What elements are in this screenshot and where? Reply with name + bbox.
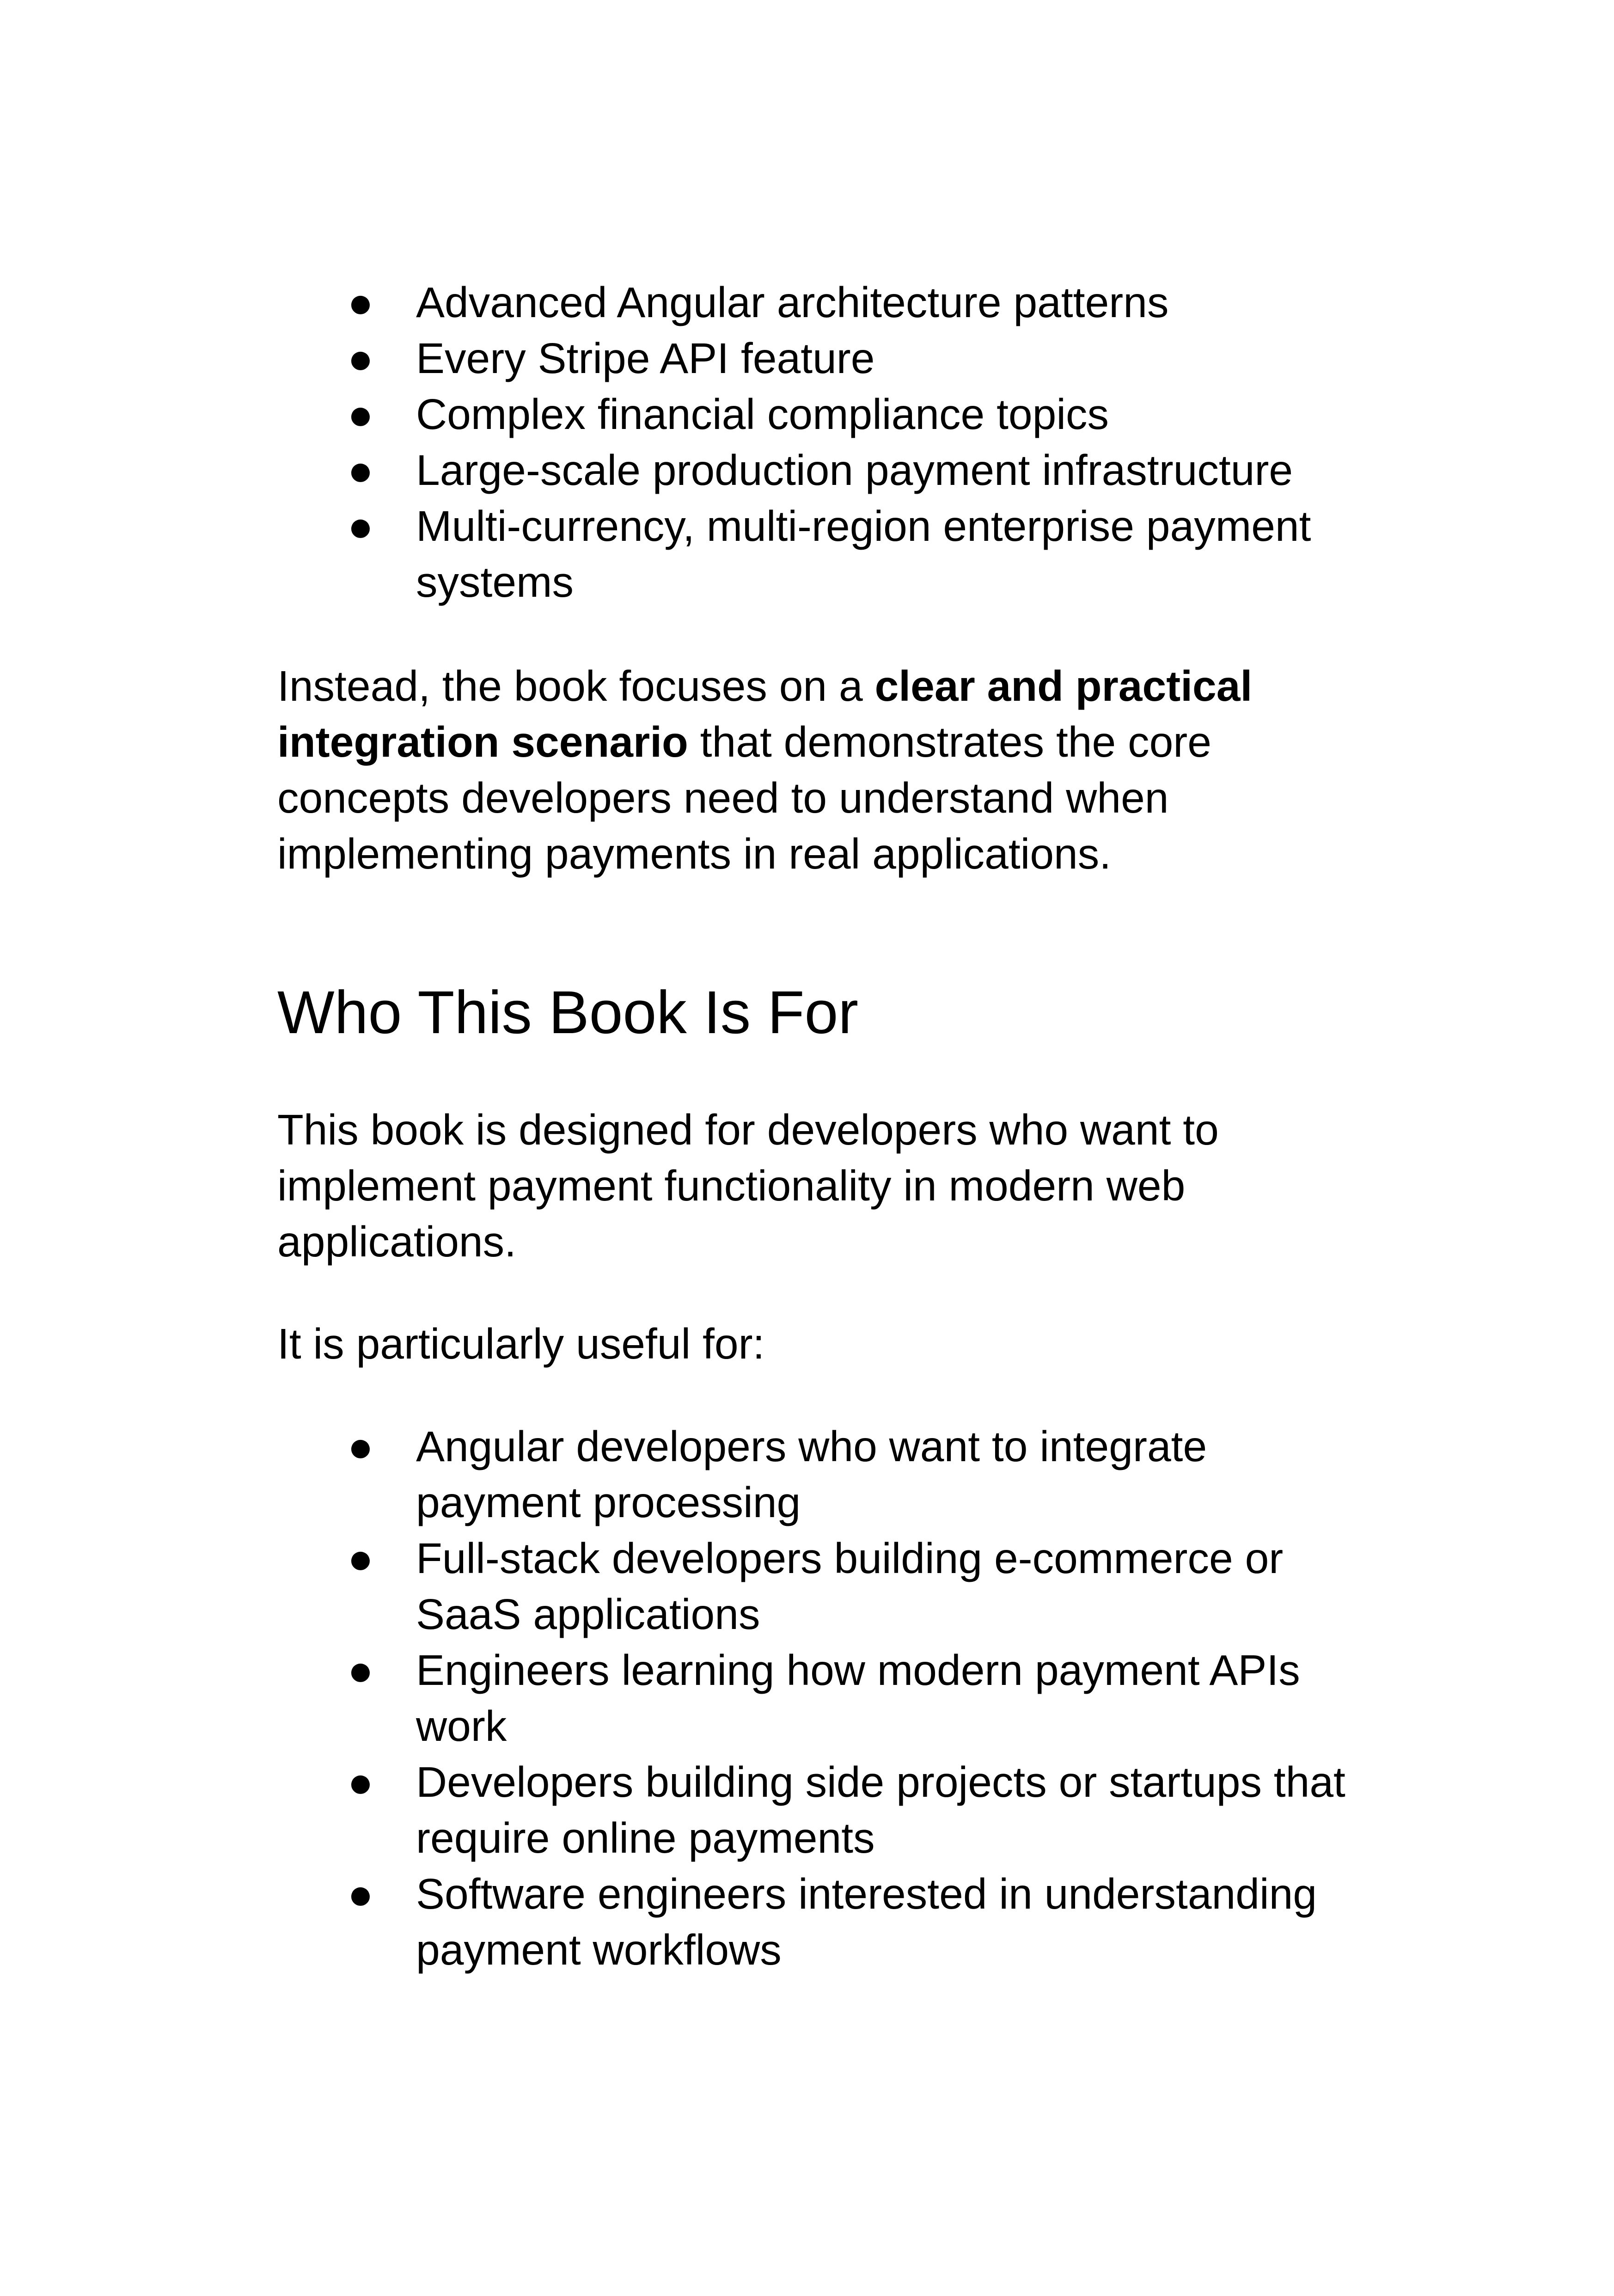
list-item <box>277 331 1387 386</box>
list-item-text: Advanced Angular architecture patterns <box>416 278 1169 326</box>
list-item-text: Angular developers who want to integrate payment processing <box>416 1422 1207 1526</box>
focus-paragraph-text-1: Instead, the book focuses on a <box>277 662 875 710</box>
list-item <box>277 1531 1363 1642</box>
list-item <box>277 442 1387 498</box>
bullet-icon: ● <box>347 1422 374 1470</box>
bullet-icon: ● <box>347 446 374 494</box>
audience-list <box>277 1419 1387 1978</box>
list-item <box>277 275 1387 331</box>
list-item-text: Large-scale production payment infrastructure <box>416 446 1293 494</box>
bullet-icon: ● <box>347 1870 374 1918</box>
audience-lead-paragraph: It is particularly useful for: <box>277 1320 765 1368</box>
list-item <box>277 498 1363 610</box>
audience-intro-paragraph: This book is designed for developers who want to implement payment functionality in modern web applications. <box>277 1106 1219 1266</box>
list-item <box>277 1419 1363 1531</box>
bullet-icon: ● <box>347 1646 374 1694</box>
bullet-icon: ● <box>347 278 374 326</box>
list-item-text: Every Stripe API feature <box>416 334 875 382</box>
excluded-topics-list <box>277 275 1387 610</box>
bullet-icon: ● <box>347 390 374 438</box>
list-item-text: Developers building side projects or startups that require online payments <box>416 1758 1345 1862</box>
section-heading: Who This Book Is For <box>277 978 859 1046</box>
focus-paragraph-bold: clear and practical integration scenario <box>277 662 1253 766</box>
list-item-text: Full-stack developers building e-commerce or SaaS applications <box>416 1534 1284 1638</box>
bullet-icon: ● <box>347 1758 374 1806</box>
list-item-text: Software engineers interested in understanding payment workflows <box>416 1870 1317 1974</box>
list-item <box>277 1642 1363 1754</box>
list-item <box>277 1754 1363 1866</box>
list-item <box>277 1866 1363 1978</box>
bullet-icon: ● <box>347 1534 374 1582</box>
bullet-icon: ● <box>347 502 374 550</box>
list-item-text: Complex financial compliance topics <box>416 390 1109 438</box>
list-item <box>277 386 1387 442</box>
focus-paragraph-text-2: that demonstrates the core concepts developers need to understand when implementing payments in real applications. <box>277 718 1211 878</box>
bullet-icon: ● <box>347 334 374 382</box>
focus-paragraph <box>277 658 1262 882</box>
list-item-text: Multi-currency, multi-region enterprise payment systems <box>416 502 1311 606</box>
list-item-text: Engineers learning how modern payment APIs work <box>416 1646 1300 1750</box>
